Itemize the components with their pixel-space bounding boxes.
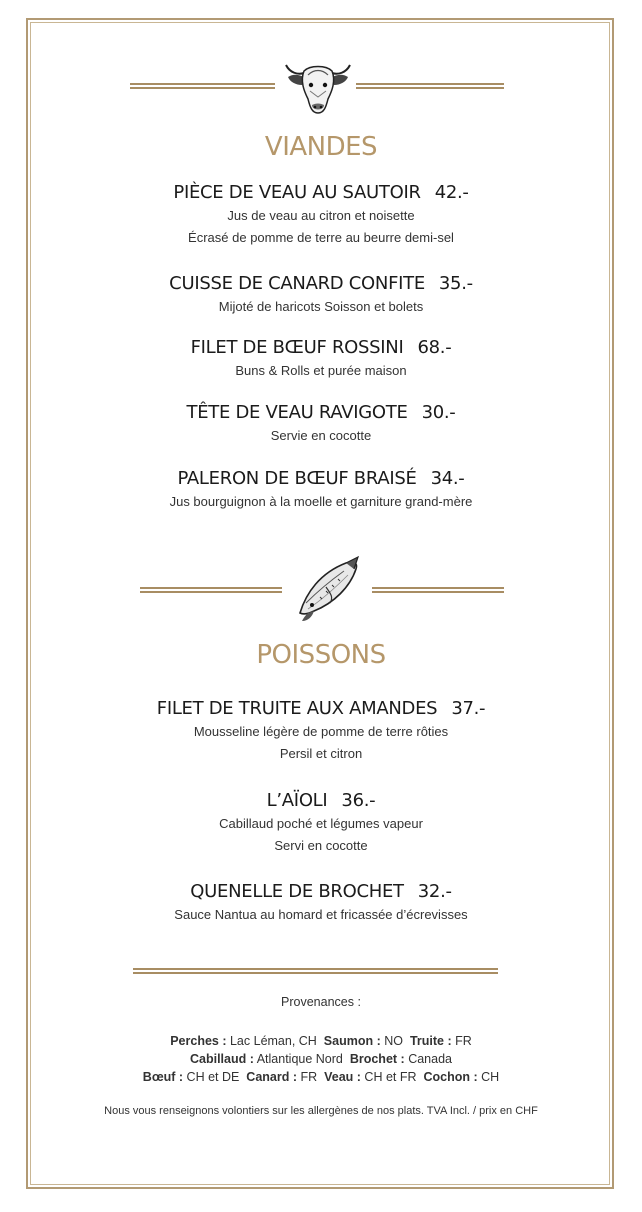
provenance-line bbox=[0, 1050, 642, 1068]
dish-description: Mijoté de haricots Soisson et bolets bbox=[218, 299, 424, 314]
allergen-note: Nous vous renseignons volontiers sur les allergènes de nos plats. TVA Incl. / prix en CHF bbox=[104, 1105, 538, 1117]
dish-price: 68.- bbox=[417, 337, 452, 358]
provenance-key: Saumon : bbox=[323, 1034, 381, 1048]
dish-price: 34.- bbox=[430, 468, 465, 489]
provenance-value: CH bbox=[481, 1070, 500, 1084]
divider-right bbox=[356, 83, 504, 89]
divider-left bbox=[140, 587, 282, 593]
divider-left bbox=[130, 83, 275, 89]
provenance-value: Canada bbox=[408, 1052, 452, 1066]
provenances-list bbox=[0, 1032, 642, 1086]
dish-item bbox=[0, 467, 642, 513]
dish-name: L’AÏOLI bbox=[266, 790, 328, 811]
dish-price: 42.- bbox=[434, 182, 469, 203]
cow-head-icon bbox=[280, 55, 356, 117]
section-title-poissons: POISSONS bbox=[256, 640, 386, 670]
dish-description: Écrasé de pomme de terre au beurre demi-sel bbox=[188, 230, 454, 245]
dish-name: PIÈCE DE VEAU AU SAUTOIR bbox=[173, 182, 421, 203]
provenance-line bbox=[0, 1032, 642, 1050]
provenance-key: Cabillaud : bbox=[190, 1052, 254, 1066]
fish-icon bbox=[290, 553, 362, 625]
dish-name: CUISSE DE CANARD CONFITE bbox=[169, 273, 425, 294]
dish-price: 32.- bbox=[417, 881, 452, 902]
provenance-value: CH et DE bbox=[186, 1070, 240, 1084]
dish-description: Sauce Nantua au homard et fricassée d’écrevisses bbox=[174, 907, 468, 922]
dish-item bbox=[0, 789, 642, 857]
dish-price: 36.- bbox=[341, 790, 376, 811]
provenance-key: Perches : bbox=[170, 1034, 227, 1048]
dish-name: FILET DE TRUITE AUX AMANDES bbox=[156, 698, 438, 719]
provenance-value: FR bbox=[300, 1070, 318, 1084]
provenance-line bbox=[0, 1068, 642, 1086]
dish-description: Servie en cocotte bbox=[270, 428, 372, 443]
dish-item bbox=[0, 336, 642, 382]
dish-item bbox=[0, 880, 642, 926]
dish-price: 37.- bbox=[451, 698, 486, 719]
provenance-key: Cochon : bbox=[423, 1070, 478, 1084]
dish-price: 30.- bbox=[421, 402, 456, 423]
dish-name: QUENELLE DE BROCHET bbox=[190, 881, 404, 902]
provenance-key: Canard : bbox=[246, 1070, 297, 1084]
divider-right bbox=[372, 587, 504, 593]
dish-item bbox=[0, 401, 642, 447]
provenances-heading: Provenances : bbox=[281, 995, 361, 1009]
provenance-value: FR bbox=[455, 1034, 472, 1048]
dish-name: FILET DE BŒUF ROSSINI bbox=[190, 337, 404, 358]
provenance-key: Truite : bbox=[409, 1034, 452, 1048]
provenance-value: Atlantique Nord bbox=[256, 1052, 343, 1066]
dish-description: Mousseline légère de pomme de terre rôties bbox=[193, 724, 449, 739]
provenance-value: Lac Léman, CH bbox=[229, 1034, 317, 1048]
provenance-value: CH et FR bbox=[364, 1070, 417, 1084]
provenance-key: Brochet : bbox=[349, 1052, 405, 1066]
dish-description: Servi en cocotte bbox=[274, 838, 368, 853]
provenance-key: Veau : bbox=[324, 1070, 361, 1084]
footer-divider bbox=[133, 968, 498, 974]
dish-description: Jus bourguignon à la moelle et garniture grand-mère bbox=[169, 494, 473, 509]
dish-description: Buns & Rolls et purée maison bbox=[235, 363, 407, 378]
provenance-key: Bœuf : bbox=[142, 1070, 184, 1084]
section-title-viandes: VIANDES bbox=[264, 132, 378, 162]
dish-description: Persil et citron bbox=[279, 746, 363, 761]
provenance-value: NO bbox=[384, 1034, 403, 1048]
dish-description: Jus de veau au citron et noisette bbox=[227, 208, 415, 223]
dish-name: TÊTE DE VEAU RAVIGOTE bbox=[186, 402, 408, 423]
dish-price: 35.- bbox=[438, 273, 473, 294]
dish-item bbox=[0, 272, 642, 318]
dish-item bbox=[0, 697, 642, 765]
dish-description: Cabillaud poché et légumes vapeur bbox=[219, 816, 423, 831]
dish-item bbox=[0, 181, 642, 249]
dish-name: PALERON DE BŒUF BRAISÉ bbox=[177, 468, 417, 489]
